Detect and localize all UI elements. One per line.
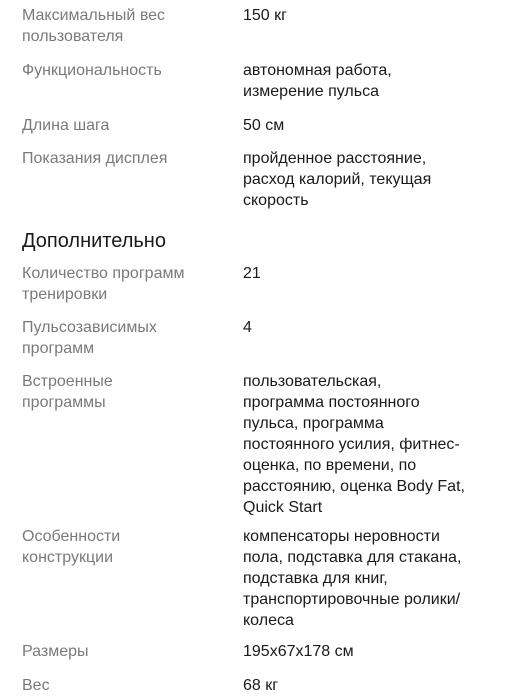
- spec-label: Пульсозависимых программ: [22, 319, 157, 357]
- spec-label: Длина шага: [22, 117, 110, 134]
- spec-value: 50 см: [243, 117, 285, 134]
- spec-label: Размеры: [22, 643, 89, 660]
- spec-label: Количество программ тренировки: [22, 265, 185, 303]
- spec-label: Показания дисплея: [22, 150, 168, 167]
- spec-value: компенсаторы неровности пола, подставка для стакана, подставка для книг, транспортировочные ролики/ колеса: [243, 528, 462, 629]
- spec-value: 4: [243, 319, 252, 336]
- spec-value: пользовательская, программа постоянного пульса, программа постоянного усилия, фитнес- оценка, по времени, по расстоянию, оценка Body Fat, Quick Start: [243, 373, 465, 516]
- spec-value: пройденное расстояние, расход калорий, текущая скорость: [243, 150, 432, 209]
- spec-value: автономная работа, измерение пульса: [243, 62, 392, 100]
- spec-label: Особенности конструкции: [22, 528, 121, 566]
- spec-value: 150 кг: [243, 7, 287, 24]
- spec-value: 21: [243, 265, 261, 282]
- spec-label: Вес: [22, 677, 50, 694]
- spec-value: 195x67x178 см: [243, 643, 354, 660]
- spec-value: 68 кг: [243, 677, 279, 694]
- spec-label: Встроенные программы: [22, 373, 113, 411]
- section-title: Дополнительно: [22, 230, 166, 252]
- spec-label: Максимальный вес пользователя: [22, 7, 166, 45]
- spec-label: Функциональность: [22, 62, 162, 79]
